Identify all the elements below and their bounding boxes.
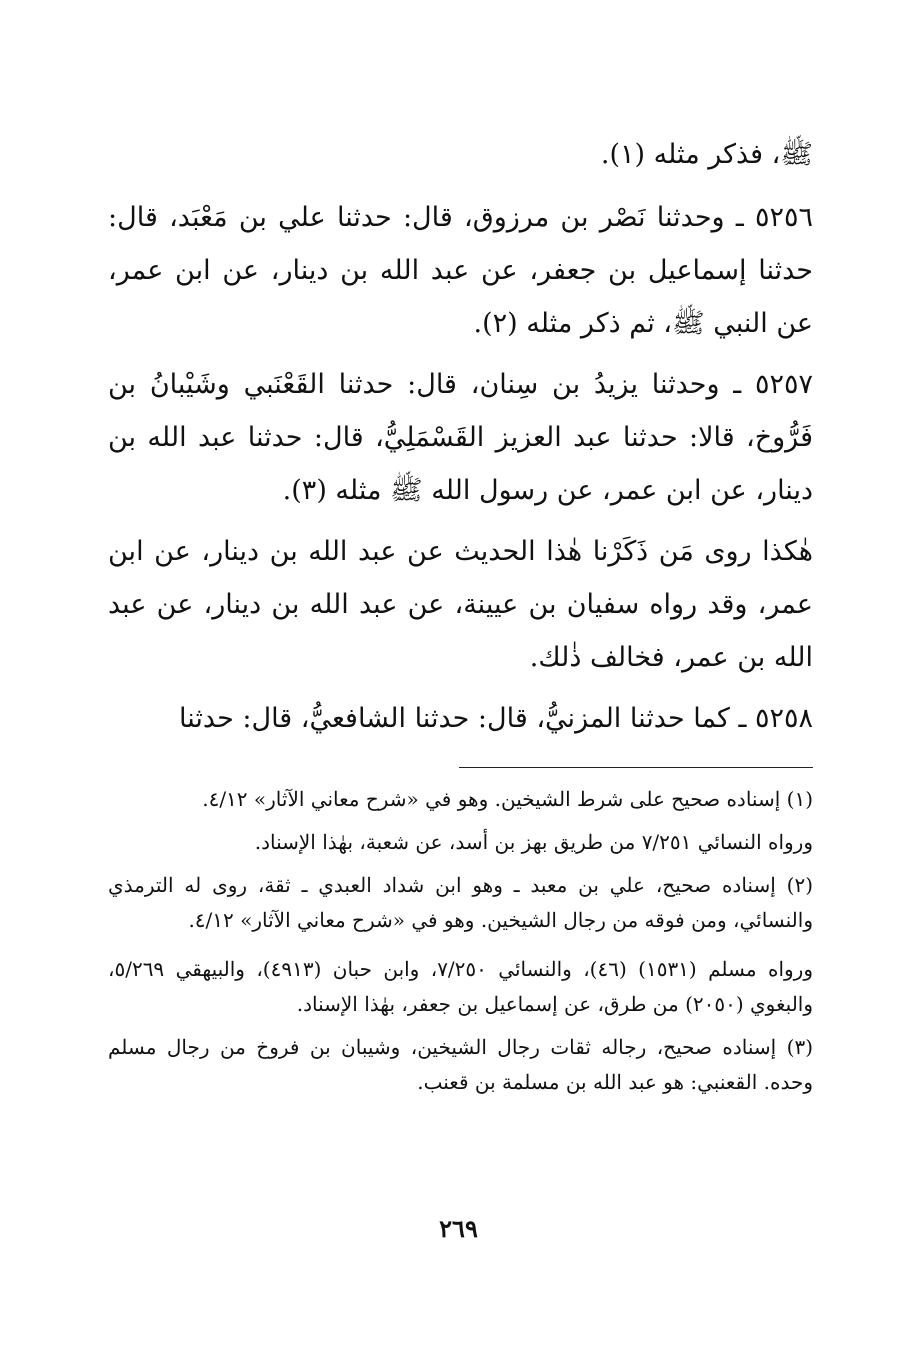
footnotes bbox=[108, 782, 813, 1100]
paragraph-continuation: ﷺ، فذكر مثله (١). bbox=[600, 139, 813, 170]
hadith-5256: ٥٢٥٦ ـ وحدثنا نَصْر بن مرزوق، قال: حدثنا علي بن مَعْبَد، قال: حدثنا إسماعيل بن جعفر، عن عبد الله بن دينار، عن ابن عمر، عن النبي ﷺ، ثم ذكر مثله (٢). bbox=[108, 202, 813, 339]
commentary-paragraph: هٰكذا روى مَن ذَكَرْنا هٰذا الحديث عن عبد الله بن دينار، عن ابن عمر، وقد رواه سفيان بن عيينة، عن عبد الله بن دينار، عن عبد الله بن عمر، فخالف ذٰلك. bbox=[108, 536, 813, 673]
main-text bbox=[108, 128, 813, 745]
page-number: ٢٦٩ bbox=[439, 1214, 478, 1243]
footnote-2-continued: ورواه مسلم (١٥٣١) (٤٦)، والنسائي ٧/٢٥٠، وابن حبان (٤٩١٣)، والبيهقي ٥/٢٦٩، والبغوي (٢٠٥٠) من طرق، عن إسماعيل بن جعفر، بهٰذا الإسناد. bbox=[108, 957, 813, 1016]
footnote-3: (٣) إسناده صحيح، رجاله ثقات رجال الشيخين، وشيبان بن فروخ من رجال مسلم وحده. القعنبي: هو عبد الله بن مسلمة بن قعنب. bbox=[108, 1035, 813, 1094]
footnote-1-continued: ورواه النسائي ٧/٢٥١ من طريق بهز بن أسد، عن شعبة، بهٰذا الإسناد. bbox=[254, 830, 813, 854]
footnote-2: (٢) إسناده صحيح، علي بن معبد ـ وهو ابن شداد العبدي ـ ثقة، روى له الترمذي والنسائي، ومن فوقه من رجال الشيخين. وهو في «شرح معاني الآثار» ٤/١٢. bbox=[108, 873, 813, 932]
hadith-5258: ٥٢٥٨ ـ كما حدثنا المزنيُّ، قال: حدثنا الشافعيُّ، قال: حدثنا bbox=[179, 703, 813, 734]
footnote-1: (١) إسناده صحيح على شرط الشيخين. وهو في «شرح معاني الآثار» ٤/١٢. bbox=[202, 787, 813, 811]
footnote-separator bbox=[459, 767, 813, 768]
hadith-5257: ٥٢٥٧ ـ وحدثنا يزيدُ بن سِنان، قال: حدثنا القَعْنَبي وشَيْبانُ بن فَرُّوخ، قالا: حدثنا عبد العزيز القَسْمَلِيُّ، قال: حدثنا عبد الله بن دينار، عن ابن عمر، عن رسول الله ﷺ مثله (٣). bbox=[108, 369, 813, 506]
page-body bbox=[108, 128, 813, 1108]
